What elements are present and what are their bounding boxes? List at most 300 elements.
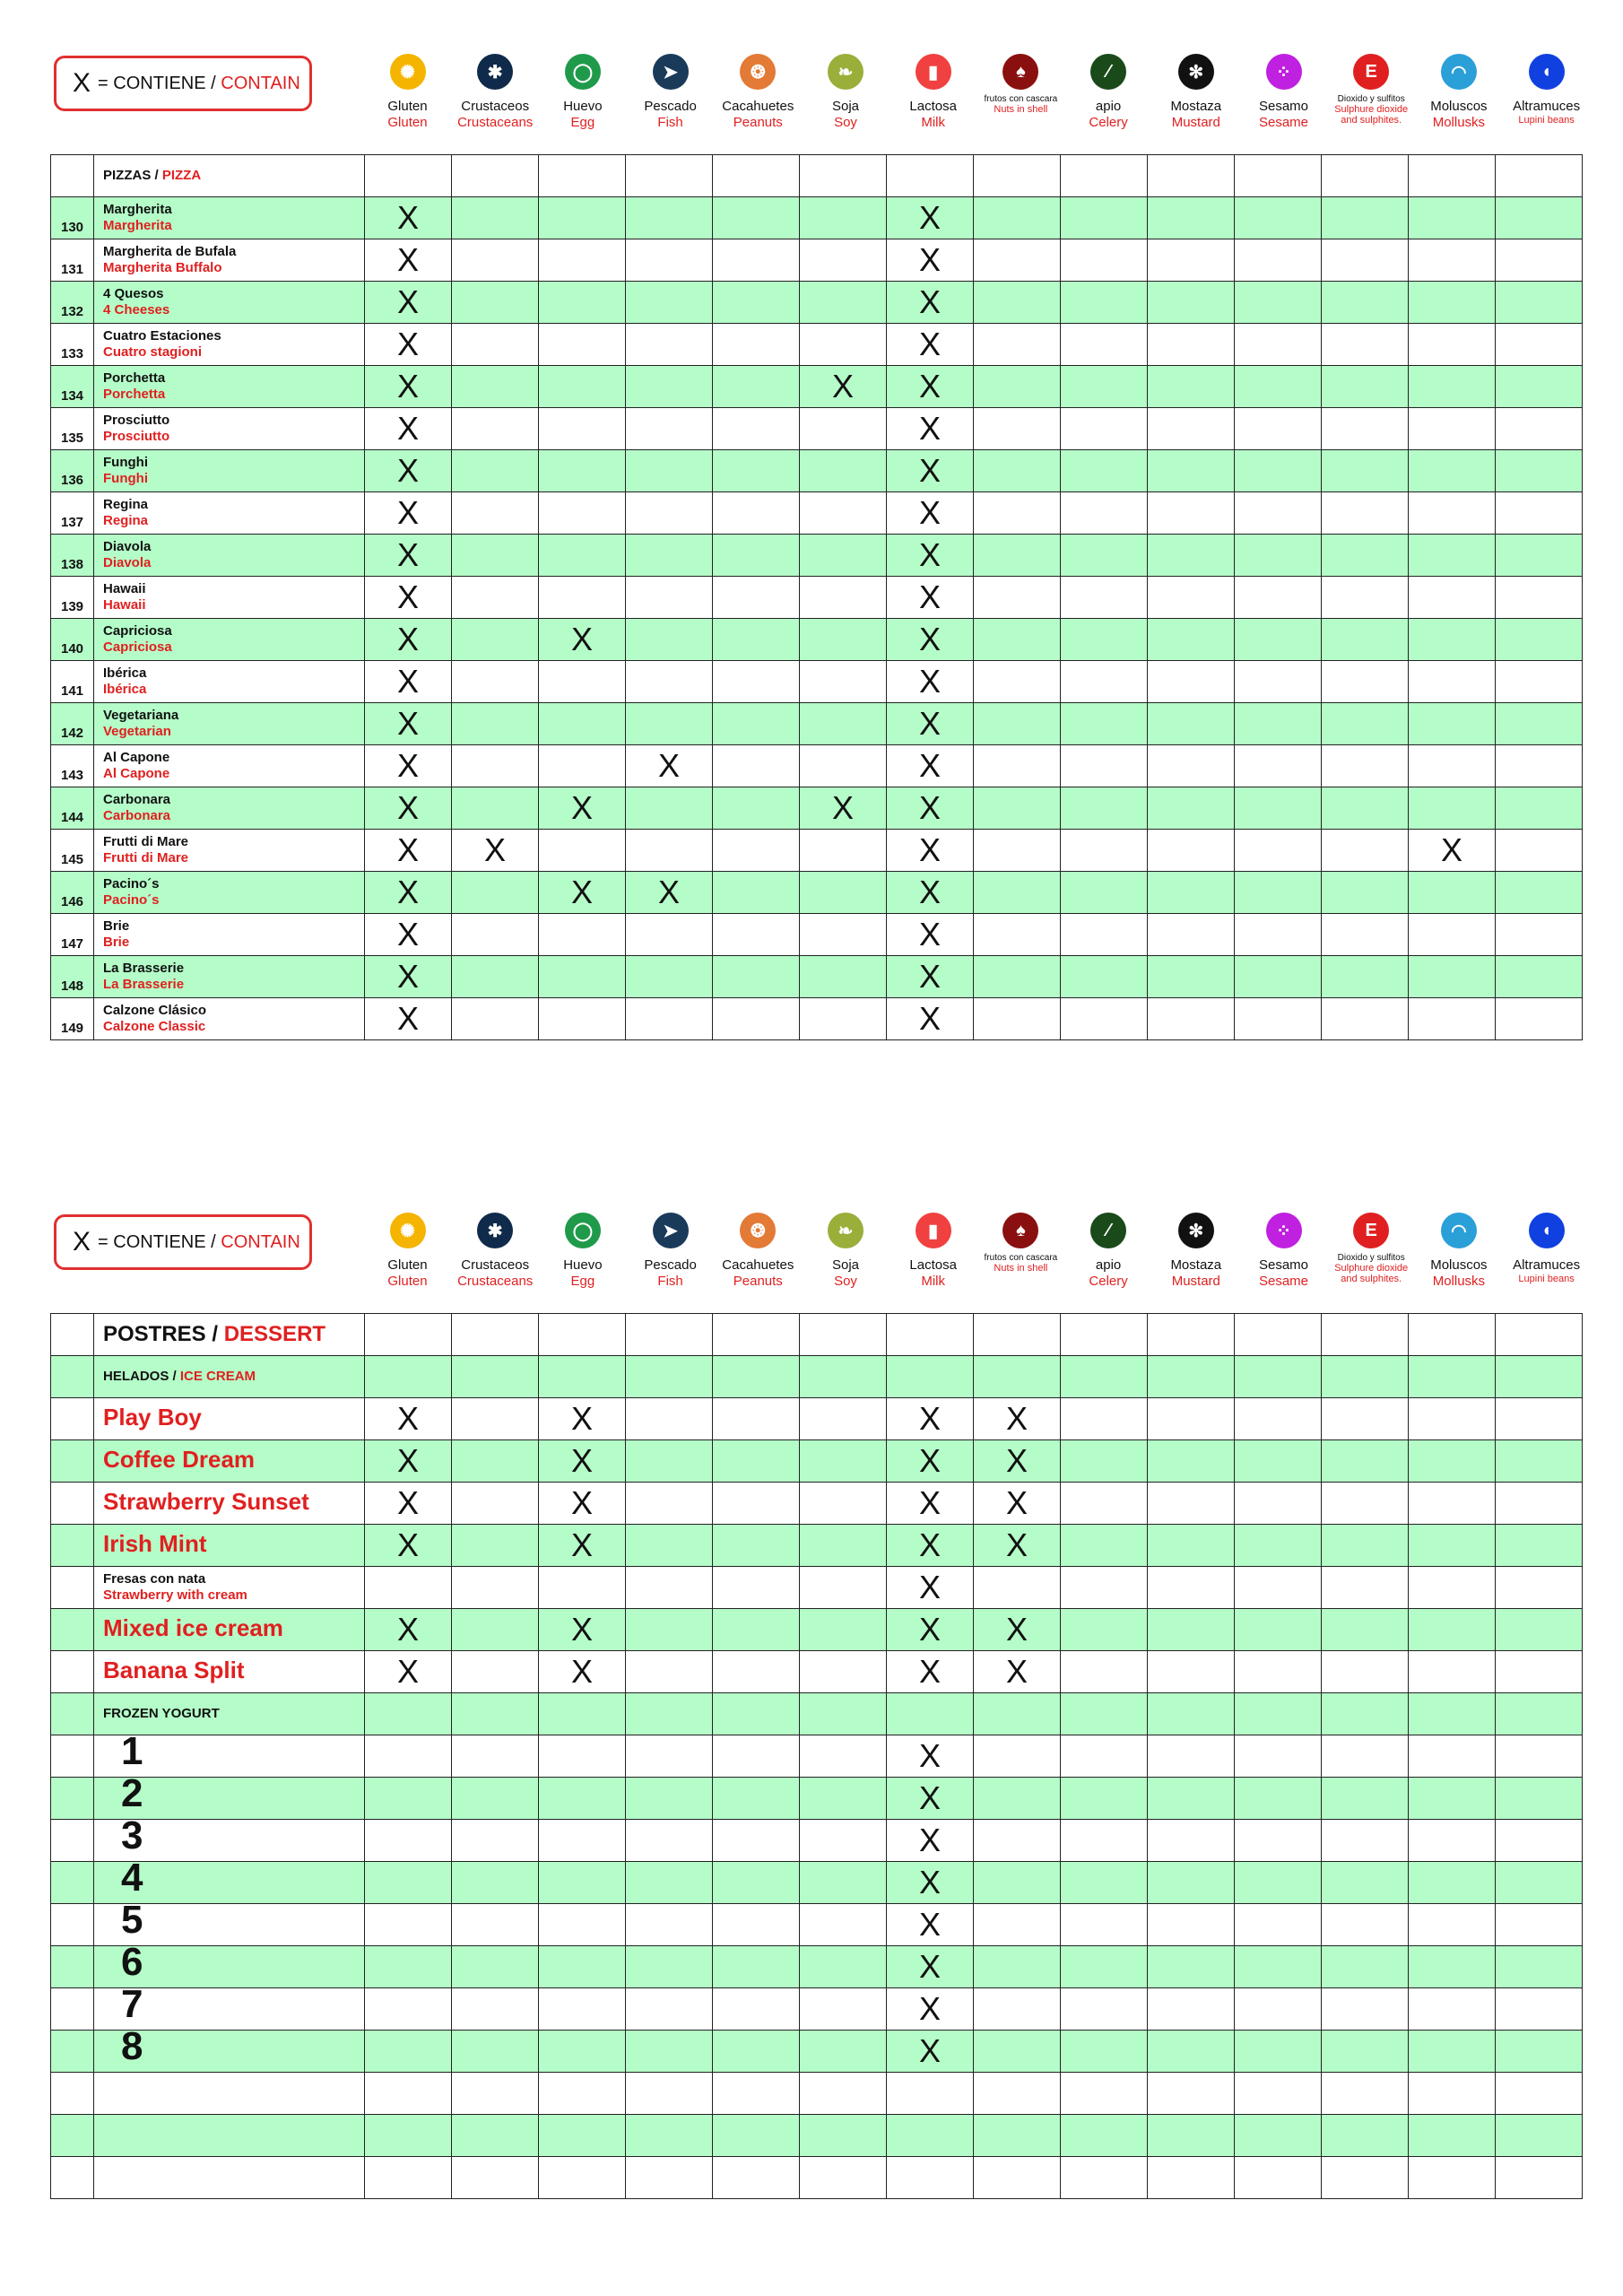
allergen-cell bbox=[1496, 787, 1583, 830]
allergen-cell bbox=[887, 1356, 974, 1398]
allergen-cell bbox=[1496, 239, 1583, 282]
allergen-name-en: Fish bbox=[657, 1274, 683, 1289]
allergen-cell bbox=[452, 2073, 539, 2115]
contains-mark: X bbox=[887, 1946, 974, 1988]
allergen-cell bbox=[1148, 324, 1235, 366]
allergen-header-soy bbox=[803, 1211, 890, 1311]
allergen-cell bbox=[800, 324, 887, 366]
contains-mark: X bbox=[887, 661, 974, 703]
contains-mark: X bbox=[800, 366, 887, 408]
allergen-cell bbox=[1235, 450, 1322, 492]
allergen-cell bbox=[974, 239, 1061, 282]
allergen-cell bbox=[1148, 1988, 1235, 2031]
allergen-cell bbox=[452, 450, 539, 492]
allergen-header-crustaceans bbox=[452, 52, 539, 152]
peanut-icon: ❂ bbox=[740, 54, 776, 90]
allergen-cell bbox=[1409, 1440, 1496, 1483]
allergen-cell bbox=[1496, 1609, 1583, 1651]
allergen-cell bbox=[1061, 577, 1148, 619]
contains-mark: X bbox=[365, 661, 452, 703]
allergen-cell bbox=[452, 745, 539, 787]
allergen-cell bbox=[1235, 366, 1322, 408]
item-name-en: Mixed ice cream bbox=[103, 1613, 283, 1641]
allergen-cell bbox=[713, 1693, 800, 1735]
allergen-cell bbox=[1496, 619, 1583, 661]
allergen-cell bbox=[974, 661, 1061, 703]
allergen-cell bbox=[365, 1735, 452, 1778]
allergen-cell bbox=[1409, 282, 1496, 324]
allergen-cell bbox=[713, 492, 800, 535]
allergen-cell bbox=[1409, 492, 1496, 535]
allergen-cell bbox=[452, 1567, 539, 1609]
allergen-name-en: Celery bbox=[1089, 1274, 1128, 1289]
allergen-cell bbox=[800, 1946, 887, 1988]
allergen-cell bbox=[452, 872, 539, 914]
allergen-cell bbox=[1061, 492, 1148, 535]
allergen-cell bbox=[713, 155, 800, 197]
allergen-cell bbox=[1322, 830, 1409, 872]
item-name-en: Frutti di Mare bbox=[103, 850, 189, 865]
allergen-cell bbox=[1148, 155, 1235, 197]
item-name-es: Al Capone bbox=[103, 750, 170, 765]
allergen-cell bbox=[1322, 1440, 1409, 1483]
allergen-cell bbox=[1061, 408, 1148, 450]
allergen-cell bbox=[1148, 1904, 1235, 1946]
allergen-header-nuts-in-shell bbox=[977, 1211, 1064, 1311]
contains-mark: X bbox=[365, 197, 452, 239]
table-row bbox=[51, 872, 1583, 914]
allergen-cell bbox=[1409, 1651, 1496, 1693]
item-name bbox=[94, 998, 365, 1040]
allergen-name-es: Pescado bbox=[644, 99, 697, 114]
allergen-name-en: Celery bbox=[1089, 115, 1128, 130]
allergen-cell bbox=[1409, 324, 1496, 366]
subsection-title-en: ICE CREAM bbox=[179, 1369, 256, 1384]
allergen-cell bbox=[1322, 1356, 1409, 1398]
allergen-cell bbox=[974, 1778, 1061, 1820]
allergen-cell bbox=[452, 1862, 539, 1904]
allergen-cell bbox=[974, 872, 1061, 914]
contains-mark: X bbox=[887, 577, 974, 619]
contains-mark: X bbox=[365, 408, 452, 450]
allergen-cell bbox=[974, 1946, 1061, 1988]
allergen-name-en: Soy bbox=[834, 115, 857, 130]
allergen-cell bbox=[974, 324, 1061, 366]
allergen-cell bbox=[1061, 745, 1148, 787]
contains-mark: X bbox=[539, 787, 626, 830]
allergen-cell bbox=[539, 956, 626, 998]
allergen-name-es: Gluten bbox=[387, 1257, 428, 1273]
allergen-cell bbox=[1235, 492, 1322, 535]
shell-icon: ◠ bbox=[1441, 1213, 1477, 1248]
allergen-cell bbox=[452, 535, 539, 577]
allergen-header-sesame bbox=[1240, 52, 1327, 152]
allergen-cell bbox=[626, 956, 713, 998]
contains-mark: X bbox=[974, 1398, 1061, 1440]
allergen-cell bbox=[1409, 1735, 1496, 1778]
allergen-cell bbox=[974, 2031, 1061, 2073]
egg-icon: ◯ bbox=[565, 54, 601, 90]
allergen-cell bbox=[800, 1356, 887, 1398]
item-name bbox=[94, 408, 365, 450]
allergen-cell bbox=[452, 1356, 539, 1398]
item-name-en: Strawberry with cream bbox=[103, 1587, 247, 1603]
allergen-cell bbox=[1496, 1904, 1583, 1946]
contains-mark: X bbox=[365, 703, 452, 745]
allergen-cell bbox=[1061, 1778, 1148, 1820]
item-name bbox=[94, 2115, 365, 2157]
contains-mark: X bbox=[539, 1651, 626, 1693]
allergen-header bbox=[364, 52, 1591, 152]
row-number bbox=[51, 1735, 94, 1778]
allergen-cell bbox=[800, 1314, 887, 1356]
lupin-icon: ◖ bbox=[1529, 54, 1565, 90]
row-number bbox=[51, 1862, 94, 1904]
allergen-cell bbox=[713, 2115, 800, 2157]
row-number bbox=[51, 1398, 94, 1440]
allergen-cell bbox=[800, 2031, 887, 2073]
contains-mark: X bbox=[365, 492, 452, 535]
allergen-cell bbox=[1496, 1988, 1583, 2031]
row-number bbox=[51, 1314, 94, 1356]
allergen-cell bbox=[1148, 577, 1235, 619]
allergen-cell bbox=[1496, 535, 1583, 577]
allergen-cell bbox=[1235, 1314, 1322, 1356]
item-name bbox=[94, 1525, 365, 1567]
allergen-cell bbox=[1235, 408, 1322, 450]
allergen-header-egg bbox=[539, 52, 626, 152]
allergen-name-es: Altramuces bbox=[1513, 99, 1581, 114]
allergen-cell bbox=[1235, 324, 1322, 366]
contains-mark: X bbox=[887, 745, 974, 787]
row-number bbox=[51, 2031, 94, 2073]
allergen-cell bbox=[974, 1904, 1061, 1946]
allergen-cell bbox=[1409, 1356, 1496, 1398]
allergen-name-en: Mustard bbox=[1171, 115, 1220, 130]
table-row bbox=[51, 1651, 1583, 1693]
allergen-cell bbox=[1235, 1904, 1322, 1946]
contains-mark: X bbox=[887, 1820, 974, 1862]
table-row bbox=[51, 914, 1583, 956]
allergen-cell bbox=[1496, 408, 1583, 450]
allergen-name-es: Lactosa bbox=[909, 99, 957, 114]
contains-mark: X bbox=[887, 1398, 974, 1440]
contains-mark: X bbox=[800, 787, 887, 830]
allergen-cell bbox=[1496, 2115, 1583, 2157]
contains-mark: X bbox=[887, 2031, 974, 2073]
contains-mark: X bbox=[539, 619, 626, 661]
allergen-header-milk bbox=[890, 52, 976, 152]
allergen-cell bbox=[452, 1693, 539, 1735]
table-row bbox=[51, 197, 1583, 239]
allergen-cell bbox=[365, 1693, 452, 1735]
allergen-cell bbox=[626, 324, 713, 366]
allergen-cell bbox=[1148, 703, 1235, 745]
allergen-cell bbox=[713, 197, 800, 239]
allergen-cell bbox=[626, 703, 713, 745]
item-name-en: Carbonara bbox=[103, 808, 171, 823]
allergen-cell bbox=[1496, 492, 1583, 535]
allergen-cell bbox=[1409, 577, 1496, 619]
allergen-cell bbox=[626, 661, 713, 703]
row-number bbox=[51, 1988, 94, 2031]
allergen-cell bbox=[1496, 197, 1583, 239]
allergen-cell bbox=[365, 1862, 452, 1904]
allergen-cell bbox=[1061, 1609, 1148, 1651]
allergen-cell bbox=[539, 450, 626, 492]
row-number bbox=[51, 1778, 94, 1820]
allergen-cell bbox=[713, 1651, 800, 1693]
allergen-cell bbox=[1322, 1609, 1409, 1651]
allergen-cell bbox=[1235, 535, 1322, 577]
allergen-name-es: Crustaceos bbox=[461, 99, 530, 114]
allergen-cell bbox=[1235, 619, 1322, 661]
wheat-icon: ✺ bbox=[390, 1213, 426, 1248]
allergen-name-en: Mollusks bbox=[1432, 1274, 1486, 1289]
allergen-cell bbox=[800, 956, 887, 998]
allergen-cell bbox=[539, 1904, 626, 1946]
allergen-cell bbox=[1496, 450, 1583, 492]
yogurt-number: 7 bbox=[121, 1982, 143, 2026]
allergen-name-es: Cacahuetes bbox=[722, 1257, 794, 1273]
allergen-cell bbox=[1496, 872, 1583, 914]
table-row bbox=[51, 956, 1583, 998]
contains-mark: X bbox=[539, 1525, 626, 1567]
allergen-name-es: Huevo bbox=[563, 99, 603, 114]
allergen-cell bbox=[452, 155, 539, 197]
allergen-cell bbox=[1061, 155, 1148, 197]
section-title bbox=[94, 155, 365, 197]
allergen-cell bbox=[1061, 1356, 1148, 1398]
item-name bbox=[94, 535, 365, 577]
allergen-cell bbox=[800, 492, 887, 535]
allergen-cell bbox=[1496, 914, 1583, 956]
allergen-cell bbox=[1322, 1904, 1409, 1946]
allergen-cell bbox=[1409, 787, 1496, 830]
allergen-cell bbox=[365, 1567, 452, 1609]
allergen-cell bbox=[1061, 324, 1148, 366]
allergen-cell bbox=[626, 2031, 713, 2073]
yogurt-number: 8 bbox=[121, 2024, 143, 2068]
contains-mark: X bbox=[887, 535, 974, 577]
allergen-name-es: Huevo bbox=[563, 1257, 603, 1273]
item-name bbox=[94, 956, 365, 998]
allergen-cell bbox=[800, 1398, 887, 1440]
item-name-en: Vegetarian bbox=[103, 724, 171, 739]
table-row bbox=[51, 703, 1583, 745]
allergen-name-en: Nuts in shell bbox=[994, 104, 1048, 115]
soy-icon: ❧ bbox=[828, 1213, 864, 1248]
allergen-name-es: Dioxido y sulfitos bbox=[1337, 1253, 1405, 1263]
contains-mark: X bbox=[974, 1440, 1061, 1483]
item-name bbox=[94, 914, 365, 956]
allergen-cell bbox=[1061, 535, 1148, 577]
allergen-cell bbox=[713, 872, 800, 914]
allergen-name-es: Moluscos bbox=[1430, 99, 1488, 114]
allergen-name-es: apio bbox=[1095, 1257, 1122, 1273]
allergen-cell bbox=[1496, 155, 1583, 197]
allergen-cell bbox=[1496, 1778, 1583, 1820]
allergen-cell bbox=[1322, 745, 1409, 787]
allergen-header-soy bbox=[803, 52, 890, 152]
yogurt-number: 5 bbox=[121, 1898, 143, 1942]
allergen-cell bbox=[800, 745, 887, 787]
table-row bbox=[51, 239, 1583, 282]
allergen-cell bbox=[539, 577, 626, 619]
allergen-header-sulphure-dioxide-and-sulphites- bbox=[1328, 1211, 1415, 1311]
allergen-cell bbox=[626, 1693, 713, 1735]
allergen-cell bbox=[713, 619, 800, 661]
allergen-cell bbox=[713, 787, 800, 830]
allergen-cell bbox=[539, 1356, 626, 1398]
allergen-name-en: Milk bbox=[921, 115, 946, 130]
allergen-cell bbox=[713, 577, 800, 619]
allergen-cell bbox=[1061, 239, 1148, 282]
contains-mark: X bbox=[887, 1778, 974, 1820]
item-name bbox=[94, 197, 365, 239]
allergen-name-es: Crustaceos bbox=[461, 1257, 530, 1273]
allergen-cell bbox=[365, 1778, 452, 1820]
allergen-cell bbox=[626, 197, 713, 239]
table-row bbox=[51, 2157, 1583, 2199]
allergen-cell bbox=[1061, 914, 1148, 956]
item-name-es: Carbonara bbox=[103, 792, 171, 807]
allergen-name-en: Mustard bbox=[1171, 1274, 1220, 1289]
allergen-cell bbox=[1322, 324, 1409, 366]
allergen-name-en: Gluten bbox=[387, 115, 428, 130]
allergen-cell bbox=[1235, 1609, 1322, 1651]
allergen-cell bbox=[1148, 2073, 1235, 2115]
allergen-cell bbox=[800, 1735, 887, 1778]
allergen-cell bbox=[1061, 1820, 1148, 1862]
allergen-cell bbox=[1235, 577, 1322, 619]
contains-mark: X bbox=[365, 450, 452, 492]
item-name-en: Margherita bbox=[103, 218, 172, 233]
allergen-cell bbox=[1409, 956, 1496, 998]
subsection-title: FROZEN YOGURT bbox=[103, 1706, 220, 1721]
allergen-cell bbox=[713, 2157, 800, 2199]
row-number: 138 bbox=[51, 535, 94, 577]
table-row bbox=[51, 1483, 1583, 1525]
allergen-cell bbox=[1061, 450, 1148, 492]
allergen-cell bbox=[1322, 1778, 1409, 1820]
allergen-cell bbox=[626, 914, 713, 956]
allergen-cell bbox=[452, 2157, 539, 2199]
allergen-name-en: Crustaceans bbox=[457, 1274, 534, 1289]
allergen-cell bbox=[1496, 1820, 1583, 1862]
allergen-cell bbox=[626, 1398, 713, 1440]
allergen-cell bbox=[539, 1988, 626, 2031]
allergen-cell bbox=[1061, 1398, 1148, 1440]
allergen-cell bbox=[713, 408, 800, 450]
mustard-icon: ✻ bbox=[1178, 1213, 1214, 1248]
row-number bbox=[51, 155, 94, 197]
allergen-cell bbox=[974, 2115, 1061, 2157]
table-row bbox=[51, 366, 1583, 408]
item-name-en: Banana Split bbox=[103, 1656, 245, 1683]
allergen-cell bbox=[800, 1525, 887, 1567]
allergen-cell bbox=[1409, 1778, 1496, 1820]
item-name-es: Brie bbox=[103, 918, 130, 934]
allergen-cell bbox=[1235, 2031, 1322, 2073]
allergen-name-en: Fish bbox=[657, 115, 683, 130]
allergen-cell bbox=[1148, 282, 1235, 324]
item-name-es: Regina bbox=[103, 497, 149, 512]
allergen-cell bbox=[800, 2073, 887, 2115]
allergen-name-es: Soja bbox=[831, 99, 860, 114]
wheat-icon: ✺ bbox=[390, 54, 426, 90]
allergen-cell bbox=[974, 282, 1061, 324]
allergen-cell bbox=[1148, 745, 1235, 787]
contains-mark: X bbox=[365, 830, 452, 872]
nut-icon: ♠ bbox=[1002, 1213, 1038, 1248]
allergen-name-es: Cacahuetes bbox=[722, 99, 794, 114]
allergen-cell bbox=[1235, 2157, 1322, 2199]
item-name-es: 4 Quesos bbox=[103, 286, 164, 301]
allergen-cell bbox=[452, 1651, 539, 1693]
allergen-cell bbox=[974, 1735, 1061, 1778]
contains-mark: X bbox=[539, 1609, 626, 1651]
allergen-cell bbox=[1235, 830, 1322, 872]
allergen-cell bbox=[1409, 239, 1496, 282]
allergen-header-nuts-in-shell bbox=[977, 52, 1064, 152]
allergen-cell bbox=[452, 1988, 539, 2031]
allergen-name-es: apio bbox=[1095, 99, 1122, 114]
allergen-header-mollusks bbox=[1415, 52, 1502, 152]
allergen-cell bbox=[1496, 282, 1583, 324]
allergen-cell bbox=[1322, 872, 1409, 914]
sulphites-icon: E bbox=[1353, 1213, 1389, 1248]
allergen-cell bbox=[713, 1483, 800, 1525]
allergen-header-mollusks bbox=[1415, 1211, 1502, 1311]
allergen-cell bbox=[539, 2157, 626, 2199]
allergen-cell bbox=[626, 450, 713, 492]
allergen-cell bbox=[539, 155, 626, 197]
allergen-cell bbox=[887, 2115, 974, 2157]
allergen-cell bbox=[1148, 914, 1235, 956]
allergen-cell bbox=[365, 2073, 452, 2115]
nut-icon: ♠ bbox=[1002, 54, 1038, 90]
allergen-cell bbox=[1322, 703, 1409, 745]
item-name bbox=[94, 830, 365, 872]
allergen-cell bbox=[1496, 324, 1583, 366]
contains-mark: X bbox=[887, 1862, 974, 1904]
item-name bbox=[94, 661, 365, 703]
allergen-cell bbox=[800, 239, 887, 282]
allergen-cell bbox=[1496, 956, 1583, 998]
contains-mark: X bbox=[365, 366, 452, 408]
allergen-cell bbox=[974, 197, 1061, 239]
row-number: 135 bbox=[51, 408, 94, 450]
item-name-en: Play Boy bbox=[103, 1403, 202, 1431]
allergen-cell bbox=[974, 1314, 1061, 1356]
legend-contain: CONTAIN bbox=[221, 1231, 300, 1252]
allergen-cell bbox=[887, 1314, 974, 1356]
contains-mark: X bbox=[887, 408, 974, 450]
allergen-cell bbox=[1496, 1693, 1583, 1735]
allergen-cell bbox=[539, 661, 626, 703]
allergen-cell bbox=[1496, 998, 1583, 1040]
contains-mark: X bbox=[974, 1525, 1061, 1567]
allergen-name-es: Moluscos bbox=[1430, 1257, 1488, 1273]
allergen-cell bbox=[800, 1820, 887, 1862]
contains-mark: X bbox=[887, 830, 974, 872]
allergen-cell bbox=[1322, 914, 1409, 956]
contains-mark: X bbox=[887, 324, 974, 366]
allergen-cell bbox=[1322, 998, 1409, 1040]
row-number bbox=[51, 1483, 94, 1525]
allergen-cell bbox=[365, 1314, 452, 1356]
